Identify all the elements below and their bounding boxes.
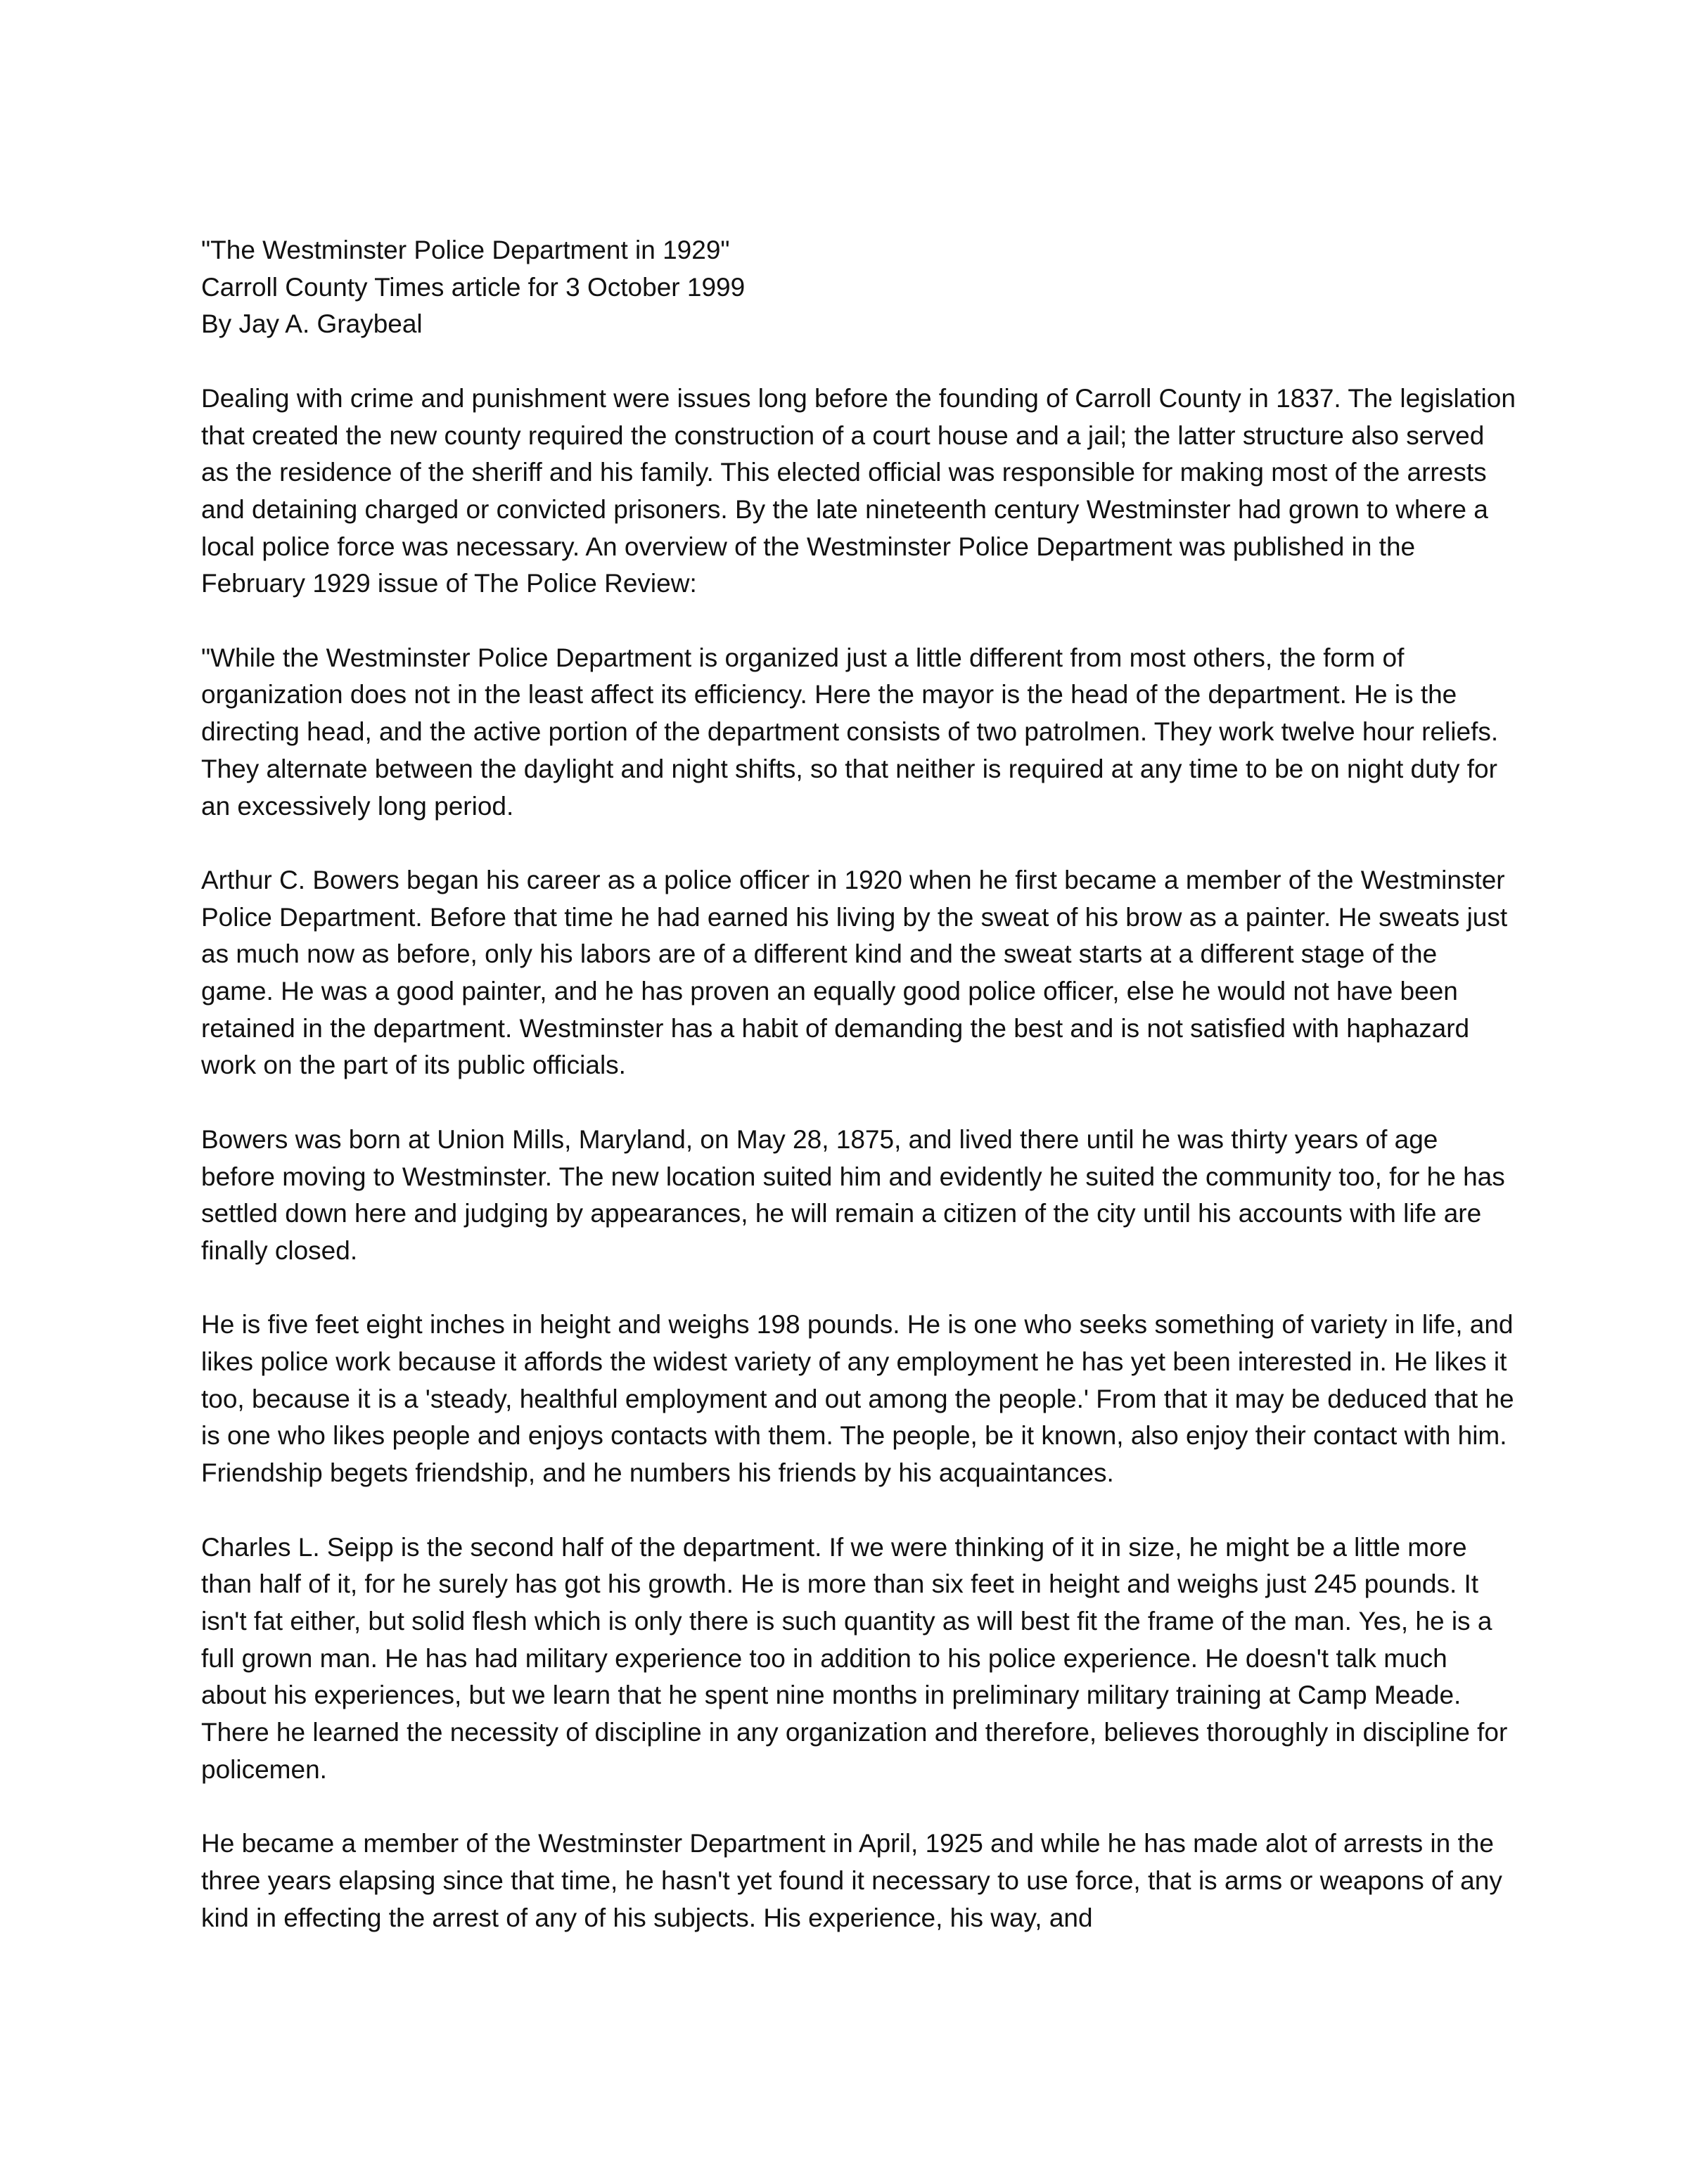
paragraph-bowers-career: Arthur C. Bowers began his career as a police officer in 1920 when he first became a member of the Westminster Police Department. Before that time he had earned his living by the sweat of his brow as a painter. He sweats just as much now as before, only his labors are of a different kind and the sweat starts at a different stage of the game. He was a good painter, and he has proven an equally good police officer, else he would not have been retained in the department. Westminster has a habit of demanding the best and is not satisfied with haphazard work on the part of its public officials. — [201, 865, 1508, 1080]
paragraph-seipp-arrests: He became a member of the Westminster Department in April, 1925 and while he has made alot of arrests in the three years elapsing since that time, he hasn't yet found it necessary to use force, that is arms or weapons of any kind in effecting the arrest of any of his subjects. His experience, his way, and — [201, 1829, 1502, 1932]
article-title: "The Westminster Police Department in 1929" — [201, 236, 730, 264]
paragraph-intro: Dealing with crime and punishment were issues long before the founding of Carroll County in 1837. The legislation that created the new county required the construction of a court house and a jail; the latter structure also served as the residence of the sheriff and his family. This elected official was responsible for making most of the arrests and detaining charged or convicted prisoners. By the late nineteenth century Westminster had grown to where a local police force was necessary. An overview of the Westminster Police Department was published in the February 1929 issue of The Police Review: — [201, 383, 1516, 598]
byline: By Jay A. Graybeal — [201, 309, 423, 339]
paragraph-bowers-description: He is five feet eight inches in height and weighs 198 pounds. He is one who seeks something of variety in life, and likes police work because it affords the widest variety of any employment he has yet been interested in. He likes it too, because it is a 'steady, healthful employment and out among the people.' From that it may be deduced that he is one who likes people and enjoys contacts with them. The people, be it known, also enjoy their contact with him. Friendship begets friendship, and he numbers his friends by his acquaintances. — [201, 1310, 1514, 1488]
paragraph-department: "While the Westminster Police Department is organized just a little different from most others, the form of organization does not in the least affect its efficiency. Here the mayor is the head of the department. He is the directing head, and the active portion of the department consists of two patrolmen. They work twelve hour reliefs. They alternate between the daylight and night shifts, so that neither is required at any time to be on night duty for an excessively long period. — [201, 643, 1499, 821]
paragraph-bowers-birth: Bowers was born at Union Mills, Maryland, on May 28, 1875, and lived there until he was thirty years of age before moving to Westminster. The new location suited him and evidently he suited the community too, for he has settled down here and judging by appearances, he will remain a citizen of the city until his accounts with life are finally closed. — [201, 1124, 1505, 1265]
document-content — [201, 232, 1516, 1974]
article-header — [201, 232, 1516, 343]
article-body — [201, 380, 1516, 1936]
paragraph-seipp: Charles L. Seipp is the second half of the department. If we were thinking of it in size, he might be a little more than half of it, for he surely has got his growth. He is more than six feet in height and weighs just 245 pounds. It isn't fat either, but solid flesh which is only there is such quantity as will best fit the frame of the man. Yes, he is a full grown man. He has had military experience too in addition to his police experience. He doesn't talk much about his experiences, but we learn that he spent nine months in preliminary military training at Camp Meade. There he learned the necessity of discipline in any organization and therefore, believes thoroughly in discipline for policemen. — [201, 1532, 1508, 1784]
publication-line: Carroll County Times article for 3 October 1999 — [201, 272, 746, 302]
